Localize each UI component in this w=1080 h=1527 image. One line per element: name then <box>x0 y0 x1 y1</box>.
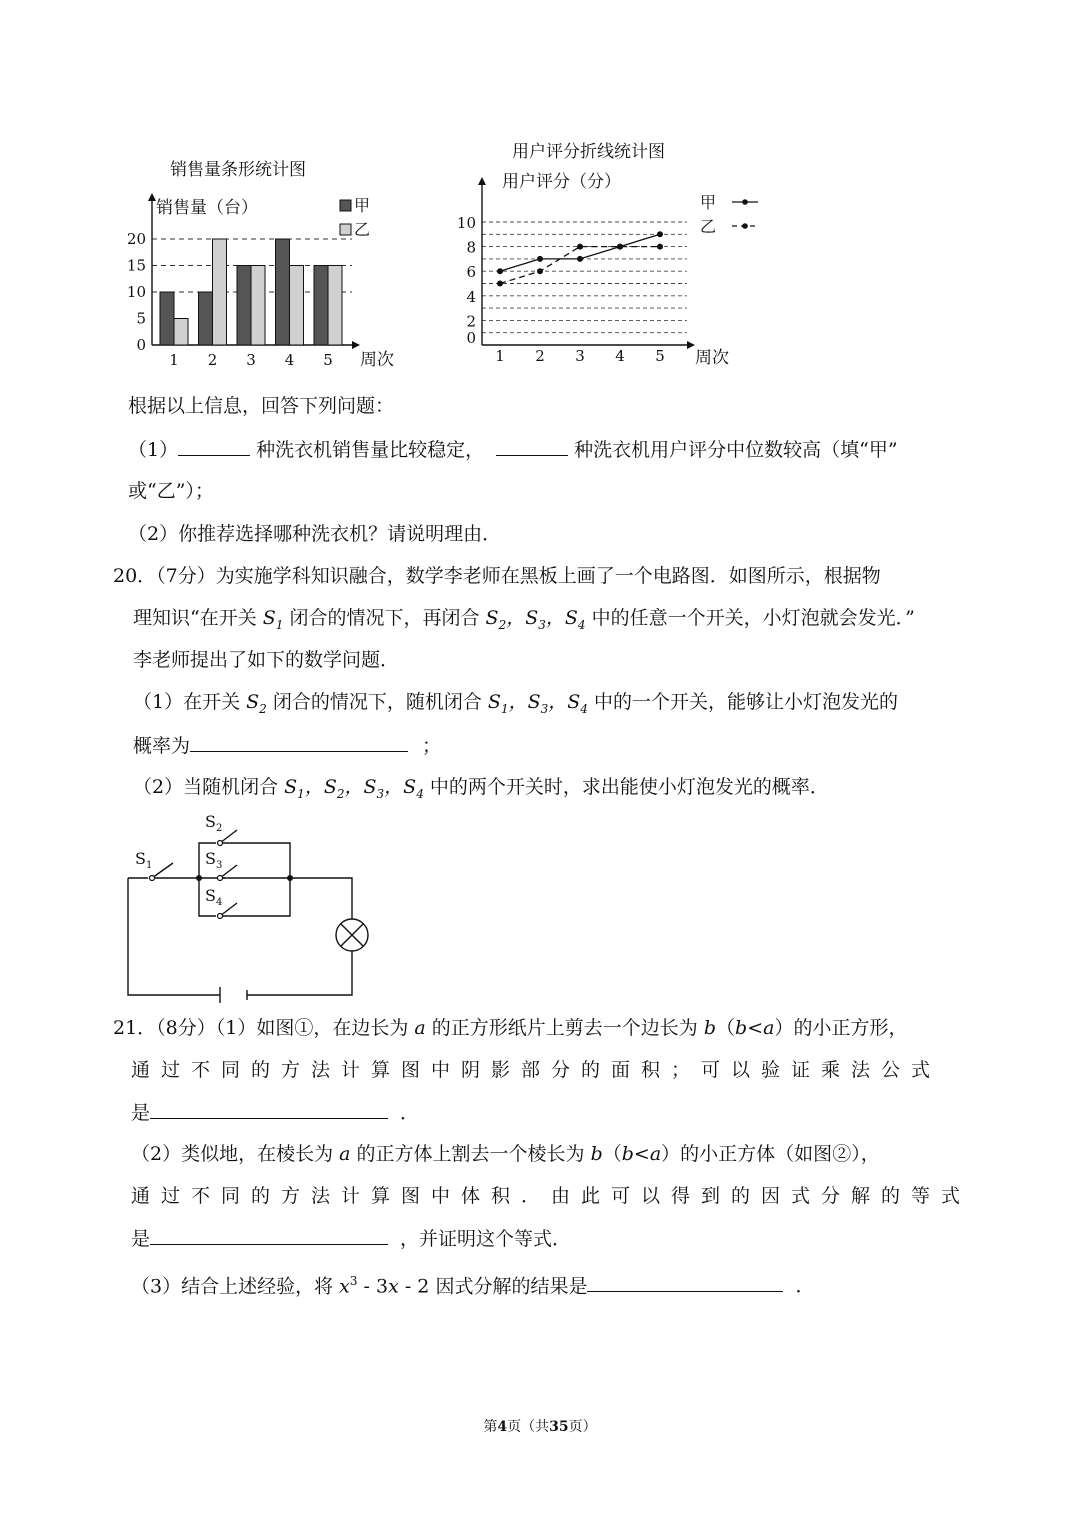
bar-legend-swatch <box>340 200 351 211</box>
q19-part1-text-b: 种洗衣机用户评分中位数较高（填“甲” <box>568 439 898 461</box>
q21-text: （2）类似地，在棱长为 <box>131 1143 340 1165</box>
page-total: 35 <box>549 1419 569 1435</box>
q19-part1-text-a: 种洗衣机销售量比较稳定， <box>250 439 485 461</box>
q21-text: ）的小正方形， <box>774 1017 908 1039</box>
q19-part1 <box>128 437 898 462</box>
page-footer <box>0 1416 1080 1436</box>
q20-part1-cont <box>133 733 441 758</box>
switch-s4-label: $S_4$ <box>205 886 223 908</box>
answer-blank[interactable] <box>178 437 250 456</box>
circuit-wire <box>223 843 290 916</box>
bar-chart-x-label: 周次 <box>360 350 394 370</box>
line-chart-y-arrow <box>478 177 486 185</box>
line-chart-y-tick: 4 <box>466 287 476 306</box>
q21-heading <box>113 1016 907 1040</box>
line-point-yi-4 <box>617 244 623 250</box>
line-chart-y-tick: 0 <box>466 329 476 347</box>
q21-line2: 通过不同的方法计算图中阴影部分的面积；可以验证乘法公式 <box>131 1059 942 1081</box>
var-a: a <box>414 1017 426 1039</box>
bar-chart-y-tick: 0 <box>136 336 146 354</box>
footer-text: 页（共 <box>507 1419 550 1435</box>
answer-blank[interactable] <box>496 437 568 456</box>
bar-chart-y-tick: 20 <box>126 230 146 248</box>
line-legend-label: 甲 <box>700 193 717 212</box>
line-series-yi <box>500 247 660 284</box>
q21-line3 <box>131 1100 419 1125</box>
switch-contact <box>218 914 223 919</box>
q21-text: 的正方形纸片上剪去一个边长为 <box>425 1017 704 1039</box>
bar-chart-title: 销售量条形统计图 <box>170 160 306 180</box>
line-chart-x-tick: 4 <box>615 347 625 365</box>
line-chart-y-label: 用户评分（分） <box>502 172 621 192</box>
line-point-yi-5 <box>657 244 663 250</box>
line-chart-x-arrow <box>687 341 695 349</box>
var-x: x <box>388 1275 399 1298</box>
q21-text: 因式分解的结果是 <box>435 1275 588 1298</box>
bar-yi-2 <box>213 239 227 345</box>
switch-contact <box>218 876 223 881</box>
q21-part3 <box>131 1269 814 1298</box>
var-b: b <box>703 1017 717 1039</box>
bar-chart-x-tick: 1 <box>169 351 179 369</box>
bar-chart-y-tick: 5 <box>136 309 146 328</box>
bar-jia-5 <box>314 266 328 346</box>
line-chart-x-label: 周次 <box>695 348 729 368</box>
var-a: a <box>649 1143 662 1165</box>
q19-part1-cont: 或“乙”）； <box>128 480 214 502</box>
bar-chart-y-tick: 15 <box>126 256 146 275</box>
q21-text: （ <box>716 1017 736 1039</box>
line-point-jia-1 <box>497 268 503 274</box>
q21-text: 的正方体上割去一个棱长为 <box>350 1143 591 1165</box>
var-b: b <box>590 1143 603 1165</box>
bar-yi-3 <box>251 266 265 346</box>
circuit-node <box>287 875 293 881</box>
line-chart-y-tick: 2 <box>466 312 476 331</box>
line-chart-x-tick: 5 <box>655 347 665 365</box>
line-chart-x-tick: 1 <box>495 347 505 365</box>
q20-text: 闭合的情况下，随机闭合 <box>266 691 488 713</box>
q20-text: 中的一个开关，能够让小灯泡发光的 <box>587 691 898 713</box>
bar-chart-x-arrow <box>352 341 360 349</box>
q20-part2 <box>133 775 829 806</box>
q21-part2 <box>131 1142 880 1166</box>
bar-legend-label: 甲 <box>354 196 371 215</box>
q20-text: 中的两个开关时，求出能使小灯泡发光的概率． <box>423 776 829 798</box>
q20-line2 <box>133 606 915 637</box>
q21-part2-line2: 通过不同的方法计算图中体积．由此可以得到的因式分解的等式 <box>131 1185 972 1207</box>
bar-chart-y-tick: 10 <box>126 283 146 301</box>
q21-text: （ <box>602 1143 622 1165</box>
line-legend-label: 乙 <box>700 217 717 236</box>
bar-chart-x-tick: 4 <box>284 351 295 369</box>
q21-text: ，并证明这个等式． <box>400 1228 572 1250</box>
bar-jia-4 <box>276 239 290 345</box>
answer-blank[interactable] <box>190 733 408 752</box>
line-point-jia-5 <box>657 231 663 237</box>
bar-jia-2 <box>199 292 213 345</box>
bar-yi-1 <box>174 319 188 346</box>
q21-text: 是 <box>131 1228 151 1250</box>
line-legend-marker <box>742 223 748 229</box>
line-chart-y-tick: 10 <box>456 214 476 232</box>
line-point-yi-2 <box>537 268 543 274</box>
var-a: a <box>339 1143 351 1165</box>
q21-text: < <box>633 1143 650 1165</box>
bar-legend-label: 乙 <box>354 220 371 239</box>
q19-part2: （2）你推荐选择哪种洗衣机？请说明理由． <box>128 523 502 545</box>
bar-chart-y-arrow <box>148 193 156 201</box>
answer-blank[interactable] <box>150 1100 388 1119</box>
line-chart-y-tick: 8 <box>466 238 476 257</box>
q21-expr: - 2 <box>398 1275 436 1298</box>
line-point-jia-3 <box>577 256 583 262</box>
q20-text: 理知识“在开关 <box>133 607 263 629</box>
var-x: x <box>339 1275 350 1298</box>
bar-legend-swatch <box>340 224 351 235</box>
switch-list-ref: $S_1$，$S_2$，$S_3$，$S_4$ <box>284 776 424 801</box>
answer-blank[interactable] <box>150 1226 388 1245</box>
q20-text: 概率为 <box>133 735 191 757</box>
figure-ref-1: ① <box>294 1017 314 1039</box>
switch-s2-lever <box>220 830 237 843</box>
figure-ref-2: ② <box>832 1143 852 1165</box>
q21-text: ． <box>400 1102 420 1124</box>
q21-text: < <box>747 1017 764 1039</box>
line-point-yi-1 <box>497 281 503 287</box>
line-chart <box>450 165 770 380</box>
bar-chart-x-tick: 5 <box>323 351 333 369</box>
switch-contact <box>218 841 223 846</box>
footer-text: 页） <box>568 1419 597 1435</box>
switch-s2-label: $S_2$ <box>205 812 223 834</box>
switch-s1-lever <box>152 863 173 878</box>
q21-text: ． <box>795 1275 815 1298</box>
line-chart-title: 用户评分折线统计图 <box>512 142 665 162</box>
q21-text: ）， <box>851 1143 880 1165</box>
page-number: 4 <box>497 1419 508 1435</box>
circuit-node <box>196 875 202 881</box>
q20-heading: 20．（7分）为实施学科知识融合，数学李老师在黑板上画了一个电路图．如图所示，根据物 <box>113 565 881 587</box>
var-a: a <box>763 1017 775 1039</box>
q20-text: 中的任意一个开关，小灯泡就会发光．” <box>585 607 915 629</box>
line-legend-marker <box>742 199 748 205</box>
q21-text: ，在边长为 <box>313 1017 415 1039</box>
switch-s3-label: $S_3$ <box>205 849 223 871</box>
bar-jia-3 <box>237 266 251 346</box>
bar-jia-1 <box>160 292 174 345</box>
q21-text: ）的小正方体（如图 <box>661 1143 833 1165</box>
switch-list-ref: $S_1$，$S_3$，$S_4$ <box>487 691 588 716</box>
bar-yi-5 <box>328 266 342 346</box>
switch-s2-ref: $S_2$ <box>246 691 267 716</box>
var-b: b <box>735 1017 748 1039</box>
line-point-jia-2 <box>537 256 543 262</box>
exponent: 3 <box>349 1274 358 1288</box>
circuit-diagram <box>115 808 375 1008</box>
bar-chart-x-tick: 2 <box>207 351 218 369</box>
q20-text: （1）在开关 <box>133 691 247 713</box>
q20-part1 <box>133 690 898 721</box>
q21-expr: - 3 <box>357 1275 389 1298</box>
line-chart-x-tick: 2 <box>535 347 545 365</box>
bar-chart-y-label: 销售量（台） <box>156 198 258 218</box>
var-b: b <box>621 1143 634 1165</box>
line-chart-x-tick: 3 <box>575 347 585 365</box>
q19-part1-number: （1） <box>128 439 179 461</box>
footer-text: 第 <box>483 1419 498 1435</box>
q20-text: （2）当随机闭合 <box>133 776 285 798</box>
q21-part2-line3 <box>131 1226 571 1251</box>
switch-list-ref: $S_2$，$S_3$，$S_4$ <box>485 607 586 632</box>
line-series-jia <box>500 234 660 271</box>
bar-yi-4 <box>290 266 304 346</box>
switch-s3-lever <box>220 865 237 878</box>
line-point-yi-3 <box>577 244 583 250</box>
switch-s1-ref: $S_1$ <box>262 607 284 632</box>
line-chart-y-tick: 6 <box>466 263 476 282</box>
switch-contact <box>150 876 155 881</box>
answer-blank[interactable] <box>587 1273 783 1292</box>
bar-chart <box>120 185 420 380</box>
circuit-wire <box>290 878 352 919</box>
q21-text: （3）结合上述经验，将 <box>131 1275 340 1298</box>
switch-s4-lever <box>220 903 237 916</box>
q19-intro: 根据以上信息，回答下列问题： <box>128 395 395 417</box>
bar-chart-x-tick: 3 <box>246 351 256 369</box>
q20-text: 闭合的情况下，再闭合 <box>283 607 486 629</box>
q20-text: ； <box>422 735 442 757</box>
q21-text: 是 <box>131 1102 151 1124</box>
q21-text: 21．（8分）（1）如图 <box>113 1017 295 1039</box>
switch-s1-label: $S_1$ <box>135 849 153 871</box>
q20-line3: 李老师提出了如下的数学问题． <box>133 649 400 671</box>
circuit-wire <box>247 951 352 995</box>
